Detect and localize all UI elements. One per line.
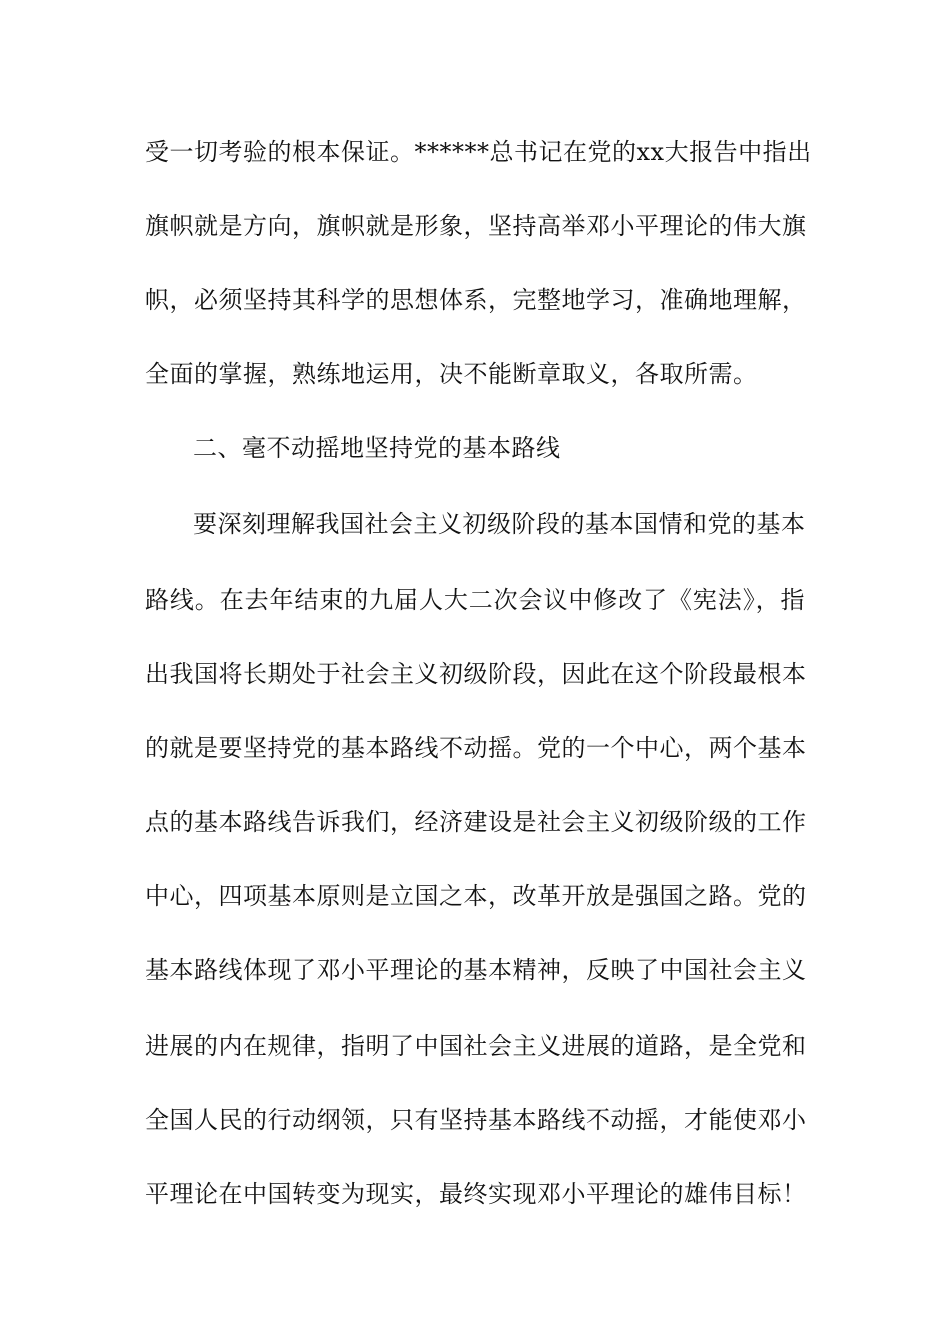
paragraph-line: 受一切考验的根本保证。******总书记在党的xx大报告中指出 — [145, 138, 812, 166]
paragraph-line: 全面的掌握，熟练地运用，决不能断章取义，各取所需。 — [145, 360, 758, 388]
paragraph-line: 点的基本路线告诉我们，经济建设是社会主义初级阶级的工作 — [145, 808, 807, 836]
paragraph-line: 的就是要坚持党的基本路线不动摇。党的一个中心，两个基本 — [145, 734, 807, 762]
paragraph-line: 要深刻理解我国社会主义初级阶段的基本国情和党的基本 — [193, 510, 806, 538]
paragraph-line: 平理论在中国转变为现实，最终实现邓小平理论的雄伟目标！ — [145, 1180, 807, 1208]
paragraph-line: 旗帜就是方向，旗帜就是形象，坚持高举邓小平理论的伟大旗 — [145, 212, 807, 240]
section-heading: 二、毫不动摇地坚持党的基本路线 — [193, 434, 561, 462]
paragraph-line: 全国人民的行动纲领，只有坚持基本路线不动摇，才能使邓小 — [145, 1106, 807, 1134]
paragraph-line: 出我国将长期处于社会主义初级阶段，因此在这个阶段最根本 — [145, 660, 807, 688]
paragraph-line: 帜，必须坚持其科学的思想体系，完整地学习，准确地理解， — [145, 286, 807, 314]
paragraph-line: 基本路线体现了邓小平理论的基本精神，反映了中国社会主义 — [145, 956, 807, 984]
paragraph-line: 路线。在去年结束的九届人大二次会议中修改了《宪法》，指 — [145, 586, 805, 614]
paragraph-line: 进展的内在规律，指明了中国社会主义进展的道路，是全党和 — [145, 1032, 807, 1060]
paragraph-line: 中心，四项基本原则是立国之本，改革开放是强国之路。党的 — [145, 882, 807, 910]
